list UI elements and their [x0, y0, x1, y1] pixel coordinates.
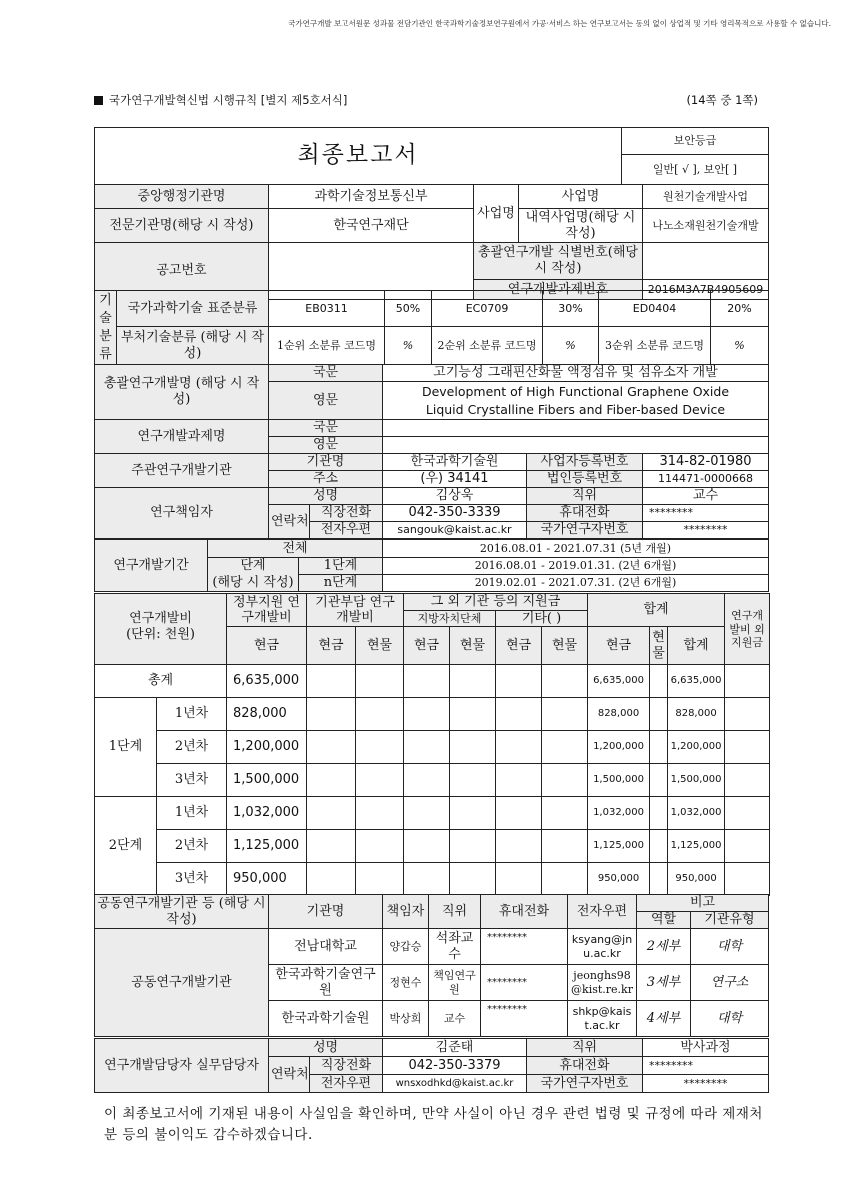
joint-resp: 정현수 — [383, 965, 429, 1001]
ministry-rank-3: 3순위 소분류 코드명 — [599, 327, 711, 365]
national-class-label: 국가과학기술 표준분류 — [117, 291, 269, 327]
budget-year: 3년차 — [157, 863, 227, 896]
stage-label: 단계 — [208, 558, 299, 575]
budget-sum-cash: 950,000 — [588, 863, 650, 896]
grand-gov: 6,635,000 — [227, 665, 307, 698]
joint-org: 한국과학기술연구원 — [269, 965, 383, 1001]
joint-type-label: 기관유형 — [691, 912, 769, 929]
side-char: 기 — [99, 292, 112, 308]
stage-1-label: 1단계 — [299, 558, 383, 575]
national-code-3: ED0404 — [599, 291, 711, 327]
grand-sum-total: 6,635,000 — [668, 665, 725, 698]
detail-program-label: 내역사업명(해당 시 작성) — [519, 209, 643, 243]
manager-email: wnsxodhkd@kaist.ac.kr — [383, 1075, 527, 1093]
period-table — [94, 539, 769, 592]
host-org-label: 주관연구개발기관 — [95, 454, 269, 488]
biz-no: 314-82-01980 — [643, 454, 769, 471]
budget-label: 연구개발비 — [95, 594, 227, 627]
manager-table — [94, 1038, 769, 1093]
pi-pos: 교수 — [643, 488, 769, 505]
overall-kor-label: 국문 — [269, 365, 383, 382]
joint-role: 3세부 — [637, 965, 691, 1001]
budget-sum-cash: 1,500,000 — [588, 764, 650, 797]
joint-row — [95, 929, 769, 965]
joint-role-label: 역할 — [637, 912, 691, 929]
period-label: 연구개발기간 — [95, 540, 208, 592]
etc-label: 기타( ) — [496, 610, 588, 627]
manager-tel: 042-350-3379 — [383, 1057, 527, 1075]
side-char: 술 — [99, 310, 112, 326]
budget-year: 3년차 — [157, 764, 227, 797]
manager-name: 김준태 — [383, 1039, 527, 1057]
budget-gov: 1,200,000 — [227, 731, 307, 764]
budget-row — [95, 863, 770, 896]
joint-pos-label: 직위 — [429, 895, 481, 929]
overall-name-label: 총괄연구개발명 (해당 시 작성) — [95, 365, 269, 420]
manager-label: 연구개발담당자 실무담당자 — [95, 1039, 269, 1093]
side-char: 분 — [99, 328, 112, 344]
budget-year: 2년차 — [157, 830, 227, 863]
budget-row — [95, 830, 770, 863]
budget-row — [95, 764, 770, 797]
ministry-rank-2: 2순위 소분류 코드명 — [432, 327, 543, 365]
task-eng-label: 영문 — [269, 437, 383, 454]
joint-type: 대학 — [691, 929, 769, 965]
tech-class-table — [94, 290, 769, 365]
ministry-pct-3: % — [711, 327, 769, 365]
stage-n-period: 2019.02.01 - 2021.07.31. (2년 6개월) — [383, 575, 769, 592]
agency-table — [94, 184, 769, 300]
ministry-rank-1: 1순위 소분류 코드명 — [269, 327, 385, 365]
stage-note: (해당 시 작성) — [208, 575, 299, 592]
side-char: 류 — [99, 346, 112, 362]
overall-kor: 고기능성 그래핀산화물 액정섬유 및 섬유소자 개발 — [383, 365, 769, 382]
pi-tel: 042-350-3339 — [383, 505, 527, 522]
pi-name-label: 성명 — [269, 488, 383, 505]
central-agency-label: 중앙행정기관명 — [95, 185, 269, 209]
pi-label: 연구책임자 — [95, 488, 269, 539]
form-header — [94, 92, 758, 108]
address: (우) 34141 — [383, 471, 527, 488]
joint-role: 4세부 — [637, 1001, 691, 1037]
task-kor — [383, 420, 769, 437]
task-name-label: 연구개발과제명 — [95, 420, 269, 454]
pi-email-label: 전자우편 — [310, 522, 383, 539]
report-title: 최종보고서 — [95, 128, 622, 185]
biz-no-label: 사업자등록번호 — [527, 454, 643, 471]
budget-row — [95, 731, 770, 764]
square-bullet-icon — [94, 96, 103, 105]
budget-row — [95, 797, 770, 830]
sum-total-label: 합계 — [668, 627, 725, 665]
joint-tel-label: 휴대전화 — [481, 895, 568, 929]
address-label: 주소 — [269, 471, 383, 488]
joint-tel: ******** — [481, 929, 568, 965]
stage-2-budget-label: 2단계 — [95, 797, 157, 896]
inst-cash-label: 현금 — [307, 627, 356, 665]
joint-tel: ******** — [481, 965, 568, 1001]
central-agency: 과학기술정보통신부 — [269, 185, 474, 209]
manager-mobile: ******** — [643, 1057, 769, 1075]
manager-rid: ******** — [643, 1075, 769, 1093]
joint-type: 대학 — [691, 1001, 769, 1037]
sum-kind-label: 현물 — [650, 627, 668, 665]
national-pct-2: 30% — [543, 291, 599, 327]
etc-kind-label: 현물 — [542, 627, 588, 665]
pi-mobile: ******** — [643, 505, 769, 522]
other-budget-label: 그 외 기관 등의 지원금 — [404, 594, 588, 611]
overall-eng — [383, 382, 769, 420]
national-pct-1: 50% — [385, 291, 432, 327]
budget-gov: 1,125,000 — [227, 830, 307, 863]
budget-gov: 828,000 — [227, 698, 307, 731]
budget-gov: 1,500,000 — [227, 764, 307, 797]
manager-pos: 박사과정 — [643, 1039, 769, 1057]
overall-eng-line-2: Liquid Crystalline Fibers and Fiber-based Device — [425, 401, 726, 417]
joint-resp-label: 책임자 — [383, 895, 429, 929]
ministry-pct-2: % — [543, 327, 599, 365]
joint-org-label: 기관명 — [269, 895, 383, 929]
joint-email: ksyang@jnu.ac.kr — [568, 929, 637, 965]
task-number-label: 연구개발과제번호 — [474, 280, 643, 300]
budget-sum-cash: 828,000 — [588, 698, 650, 731]
ministry-pct-1: % — [385, 327, 432, 365]
budget-unit: (단위: 천원) — [95, 627, 227, 665]
joint-resp: 양갑승 — [383, 929, 429, 965]
names-table — [94, 364, 769, 454]
joint-type: 연구소 — [691, 965, 769, 1001]
budget-row — [95, 698, 770, 731]
period-total-label: 전체 — [208, 540, 383, 558]
stage-n-label: n단계 — [299, 575, 383, 592]
manager-email-label: 전자우편 — [310, 1075, 383, 1093]
pi-name: 김상욱 — [383, 488, 527, 505]
budget-gov: 950,000 — [227, 863, 307, 896]
host-pi-table — [94, 453, 769, 539]
local-kind-label: 현물 — [450, 627, 496, 665]
joint-pos: 석좌교수 — [429, 929, 481, 965]
notice-number-label: 공고번호 — [95, 243, 269, 300]
business-label: 사업명 — [474, 185, 519, 243]
joint-note-label: 비고 — [637, 895, 769, 912]
national-code-1: EB0311 — [269, 291, 385, 327]
corp-no-label: 법인등록번호 — [527, 471, 643, 488]
national-code-2: EC0709 — [432, 291, 543, 327]
manager-pos-label: 직위 — [527, 1039, 643, 1057]
budget-sum-total: 1,032,000 — [668, 797, 725, 830]
overall-eng-label: 영문 — [269, 382, 383, 420]
ministry-class-label: 부처기술분류 (해당 시 작성) — [117, 327, 269, 365]
joint-pos: 교수 — [429, 1001, 481, 1037]
budget-sum-cash: 1,125,000 — [588, 830, 650, 863]
local-cash-label: 현금 — [404, 627, 450, 665]
corp-no: 114471-0000668 — [643, 471, 769, 488]
host-org-name-label: 기관명 — [269, 454, 383, 471]
page-indicator: (14쪽 중 1쪽) — [686, 93, 758, 107]
budget-year: 2년차 — [157, 731, 227, 764]
budget-sum-total: 950,000 — [668, 863, 725, 896]
pi-pos-label: 직위 — [527, 488, 643, 505]
tech-class-side-label — [95, 291, 117, 365]
specialized-agency-label: 전문기관명(해당 시 작성) — [95, 209, 269, 243]
sum-label: 합계 — [588, 594, 725, 627]
budget-sum-total: 1,500,000 — [668, 764, 725, 797]
pi-email: sangouk@kaist.ac.kr — [383, 522, 527, 539]
inst-budget-label: 기관부담 연구개발비 — [307, 594, 404, 627]
pi-mobile-label: 휴대전화 — [527, 505, 643, 522]
joint-role: 2세부 — [637, 929, 691, 965]
budget-table — [94, 593, 770, 896]
declaration-text: 이 최종보고서에 기재된 내용이 사실임을 확인하며, 만약 사실이 아닌 경우 관련 법령 및 규정에 따라 제재처분 등의 불이익도 감수하겠습니다. — [104, 1106, 763, 1143]
manager-contact-label: 연락처 — [269, 1057, 310, 1093]
gov-budget-label: 정부지원 연구개발비 — [227, 594, 307, 627]
budget-sum-cash: 1,200,000 — [588, 731, 650, 764]
stage-1-budget-label: 1단계 — [95, 698, 157, 797]
overall-id-label: 총괄연구개발 식별번호(해당 시 작성) — [474, 243, 643, 280]
joint-pos: 책임연구원 — [429, 965, 481, 1001]
specialized-agency: 한국연구재단 — [269, 209, 474, 243]
joint-tel: ******** — [481, 1001, 568, 1037]
pi-rid: ******** — [643, 522, 769, 539]
joint-org: 전남대학교 — [269, 929, 383, 965]
manager-tel-label: 직장전화 — [310, 1057, 383, 1075]
budget-grand-row — [95, 665, 770, 698]
manager-mobile-label: 휴대전화 — [527, 1057, 643, 1075]
form-name — [94, 92, 347, 108]
budget-sum-total: 1,200,000 — [668, 731, 725, 764]
task-eng — [383, 437, 769, 454]
form-name-text: 국가연구개발혁신법 시행규칙 [별지 제5호서식] — [109, 93, 348, 107]
detail-program: 나노소재원천기술개발 — [643, 209, 769, 243]
grand-total-label: 총계 — [95, 665, 227, 698]
program-name: 원천기술개발사업 — [643, 185, 769, 209]
period-total: 2016.08.01 - 2021.07.31 (5년 개월) — [383, 540, 769, 558]
overall-eng-line-1: Development of High Functional Graphene Oxide — [421, 383, 730, 399]
gov-cash-label: 현금 — [227, 627, 307, 665]
task-kor-label: 국문 — [269, 420, 383, 437]
budget-sum-total: 1,125,000 — [668, 830, 725, 863]
budget-year: 1년차 — [157, 797, 227, 830]
joint-email-label: 전자우편 — [568, 895, 637, 929]
budget-sum-total: 828,000 — [668, 698, 725, 731]
security-value: 일반[ √ ], 보안[ ] — [622, 155, 769, 185]
extra-label: 연구개발비 외 지원금 — [725, 594, 770, 665]
task-number: 2016M3A7B4905609 — [643, 280, 769, 300]
program-label: 사업명 — [519, 185, 643, 209]
joint-resp: 박상희 — [383, 1001, 429, 1037]
etc-cash-label: 현금 — [496, 627, 542, 665]
budget-gov: 1,032,000 — [227, 797, 307, 830]
pi-rid-label: 국가연구자번호 — [527, 522, 643, 539]
budget-sum-cash: 1,032,000 — [588, 797, 650, 830]
manager-name-label: 성명 — [269, 1039, 383, 1057]
copyright-notice: 국가연구개발 보고서원문 성과물 전담기관인 한국과학기술정보연구원에서 가공·서비스 하는 연구보고서는 동의 없이 상업적 및 기타 영리목적으로 사용할 수 없습니다. — [288, 19, 831, 28]
overall-id — [643, 243, 769, 280]
joint-table — [94, 894, 769, 1037]
grand-sum-cash: 6,635,000 — [588, 665, 650, 698]
national-pct-3: 20% — [711, 291, 769, 327]
local-gov-label: 지방자치단체 — [404, 610, 496, 627]
stage-1-period: 2016.08.01 - 2019.01.31. (2년 6개월) — [383, 558, 769, 575]
joint-org: 한국과학기술원 — [269, 1001, 383, 1037]
joint-header-label: 공동연구개발기관 등 (해당 시 작성) — [95, 895, 269, 929]
host-org-name: 한국과학기술원 — [383, 454, 527, 471]
joint-email: shkp@kaist.ac.kr — [568, 1001, 637, 1037]
title-table — [94, 127, 769, 185]
pi-tel-label: 직장전화 — [310, 505, 383, 522]
inst-kind-label: 현물 — [356, 627, 404, 665]
sum-cash-label: 현금 — [588, 627, 650, 665]
manager-rid-label: 국가연구자번호 — [527, 1075, 643, 1093]
pi-contact-label: 연락처 — [269, 505, 310, 539]
security-label: 보안등급 — [622, 128, 769, 155]
budget-year: 1년차 — [157, 698, 227, 731]
joint-side-label: 공동연구개발기관 — [95, 929, 269, 1037]
joint-email: jeonghs98@kist.re.kr — [568, 965, 637, 1001]
